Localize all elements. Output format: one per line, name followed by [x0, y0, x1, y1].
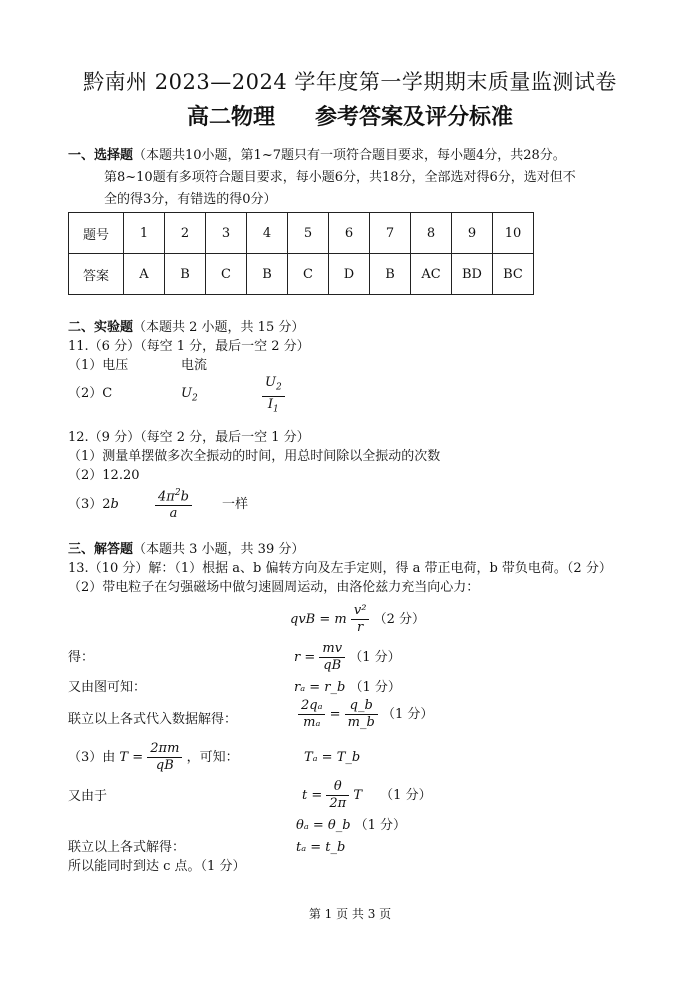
table-cell: BD	[452, 254, 493, 295]
table-cell: 3	[206, 213, 247, 254]
section2-intro	[68, 318, 304, 338]
q12-3-fraction: $\frac{4\pi^2b}{a}$	[155, 485, 192, 522]
section1-intro	[68, 146, 566, 166]
q11-header: 11.（6 分）（每空 1 分，最后一空 2 分）	[68, 339, 310, 354]
section1-desc-line2: 第8~10题有多项符合题目要求，每小题6分，共18分，全部选对得6分，选对但不	[104, 170, 576, 185]
q11-2-answer: （2）C	[68, 386, 113, 401]
you-label: 又由图可知：	[68, 680, 147, 695]
equation-lorentz: qvB = m $\frac{\text{v²}}{r}$ （2 分）	[290, 603, 425, 635]
q12-1-answer: （1）测量单摆做多次全振动的时间，用总时间除以全振动的次数	[68, 449, 441, 464]
equation-angles-equal: θₐ = θ_b （1 分）	[296, 818, 407, 833]
section1-heading: 一、选择题	[68, 148, 134, 163]
document-title: 黔南州 2023—2024 学年度第一学期期末质量监测试卷	[83, 70, 617, 94]
q13-line1: 13.（10 分）解：（1）根据 a、b 偏转方向及左手定则，得 a 带正电荷，b 带负电荷。（2 分）	[68, 561, 612, 576]
q12-header: 12.（9 分）（每空 2 分，最后一空 1 分）	[68, 430, 310, 445]
section3-desc: （本题共 3 小题，共 39 分）	[133, 542, 305, 557]
youyu-label: 又由于	[68, 789, 108, 804]
equation-radius: r = $\frac{mv}{qB}$ （1 分）	[294, 641, 401, 673]
subject-label: 高二物理	[186, 104, 275, 130]
page-number: 第 1 页 共 3 页	[308, 907, 392, 921]
table-row-numbers	[69, 213, 534, 254]
table-cell: AC	[411, 254, 452, 295]
section3-heading: 三、解答题	[68, 542, 134, 557]
q11-2-answer-b: $U_2$	[181, 386, 198, 404]
table-row-label: 题号	[69, 213, 124, 254]
section2-heading: 二、实验题	[68, 320, 134, 335]
section1-desc-line1: （本题共10小题，第1~7题只有一项符合题目要求，每小题4分，共28分。	[133, 148, 566, 163]
q11-2-fraction: $\frac{U_2}{I_1}$	[262, 375, 285, 417]
q12-3-answer-c: 一样	[222, 497, 249, 512]
section2-desc: （本题共 2 小题，共 15 分）	[133, 320, 305, 335]
table-cell: B	[247, 254, 288, 295]
equation-periods-equal: Tₐ = T_b	[304, 750, 361, 765]
equation-time: t = $\frac{\theta}{2\pi}$ T （1 分）	[302, 779, 432, 811]
table-cell: D	[329, 254, 370, 295]
table-cell: C	[206, 254, 247, 295]
table-cell: B	[165, 254, 206, 295]
q11-1-answer: （1）电压	[68, 358, 129, 373]
q13-line2: （2）带电粒子在匀强磁场中做匀速圆周运动，由洛伦兹力充当向心力：	[68, 580, 480, 595]
q12-3-answer: （3）2b	[68, 497, 119, 512]
section1-desc-line3: 全的得3分，有错选的得0分）	[104, 192, 277, 207]
table-cell: 4	[247, 213, 288, 254]
table-cell: 8	[411, 213, 452, 254]
q12-2-answer: （2）12.20	[68, 468, 140, 483]
answer-key-label: 参考答案及评分标准	[315, 104, 514, 130]
equation-charge-mass: $\frac{\text{2qₐ}}{\text{mₐ}}$ = $\frac{q\_b}{m\_b}$ （1 分）	[298, 697, 433, 733]
table-cell: 9	[452, 213, 493, 254]
equation-times-equal: tₐ = t_b	[296, 840, 346, 855]
section3-intro	[68, 540, 304, 560]
part3-given: （3）由 T = $\frac{2\pi m}{qB}$ ，可知：	[68, 741, 239, 773]
table-cell: 10	[493, 213, 534, 254]
lianli-label: 联立以上各式代入数据解得：	[68, 712, 238, 727]
table-cell: 5	[288, 213, 329, 254]
de-label: 得：	[68, 650, 95, 665]
table-row-label: 答案	[69, 254, 124, 295]
table-cell: A	[124, 254, 165, 295]
equation-radii-equal: rₐ = r_b （1 分）	[294, 680, 401, 695]
table-cell: BC	[493, 254, 534, 295]
table-cell: B	[370, 254, 411, 295]
table-cell: 7	[370, 213, 411, 254]
table-row-answers	[69, 254, 534, 295]
table-cell: C	[288, 254, 329, 295]
document-subtitle	[0, 100, 700, 131]
q11-1-answer-b: 电流	[181, 358, 208, 373]
answer-table	[68, 212, 534, 295]
final-conclusion: 所以能同时到达 c 点。（1 分）	[68, 859, 246, 874]
table-cell: 1	[124, 213, 165, 254]
table-cell: 6	[329, 213, 370, 254]
lianli2-label: 联立以上各式解得：	[68, 840, 186, 855]
table-cell: 2	[165, 213, 206, 254]
